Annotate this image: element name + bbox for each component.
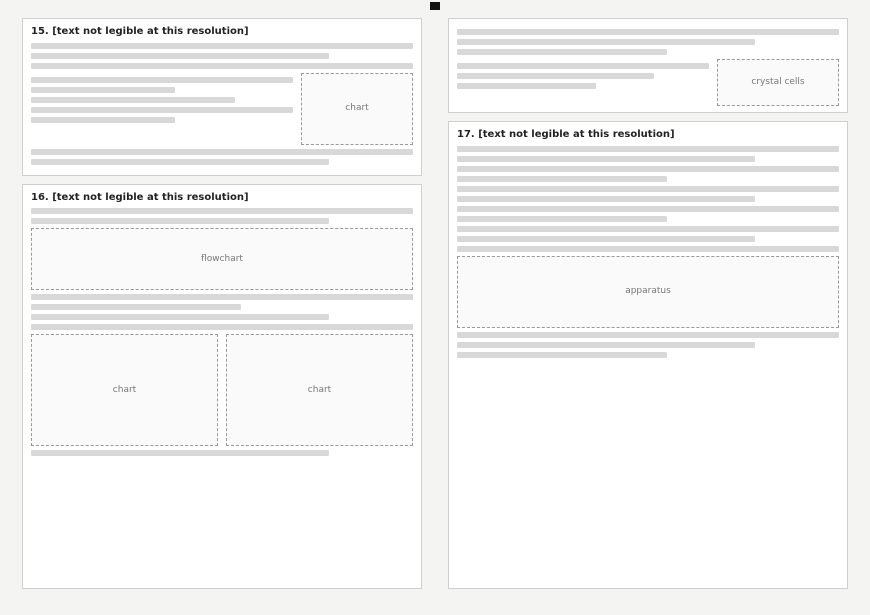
left-column	[22, 18, 422, 589]
question-17: 17. [text not legible at this resolution] apparatus	[448, 121, 848, 589]
question-16: 16. [text not legible at this resolution] flowchart chart chart	[22, 184, 422, 590]
top-mark	[430, 2, 440, 10]
crystal-cells: crystal cells	[717, 59, 839, 106]
q16-flowchart: flowchart	[31, 228, 413, 290]
question-15: 15. [text not legible at this resolution] chart	[22, 18, 422, 176]
right-column	[448, 18, 848, 589]
q16-chart-right: chart	[226, 334, 413, 446]
q17-apparatus: apparatus	[457, 256, 839, 328]
question-16-cont	[448, 18, 848, 113]
q16-chart-left: chart	[31, 334, 218, 446]
q15-graph: chart	[301, 73, 413, 145]
